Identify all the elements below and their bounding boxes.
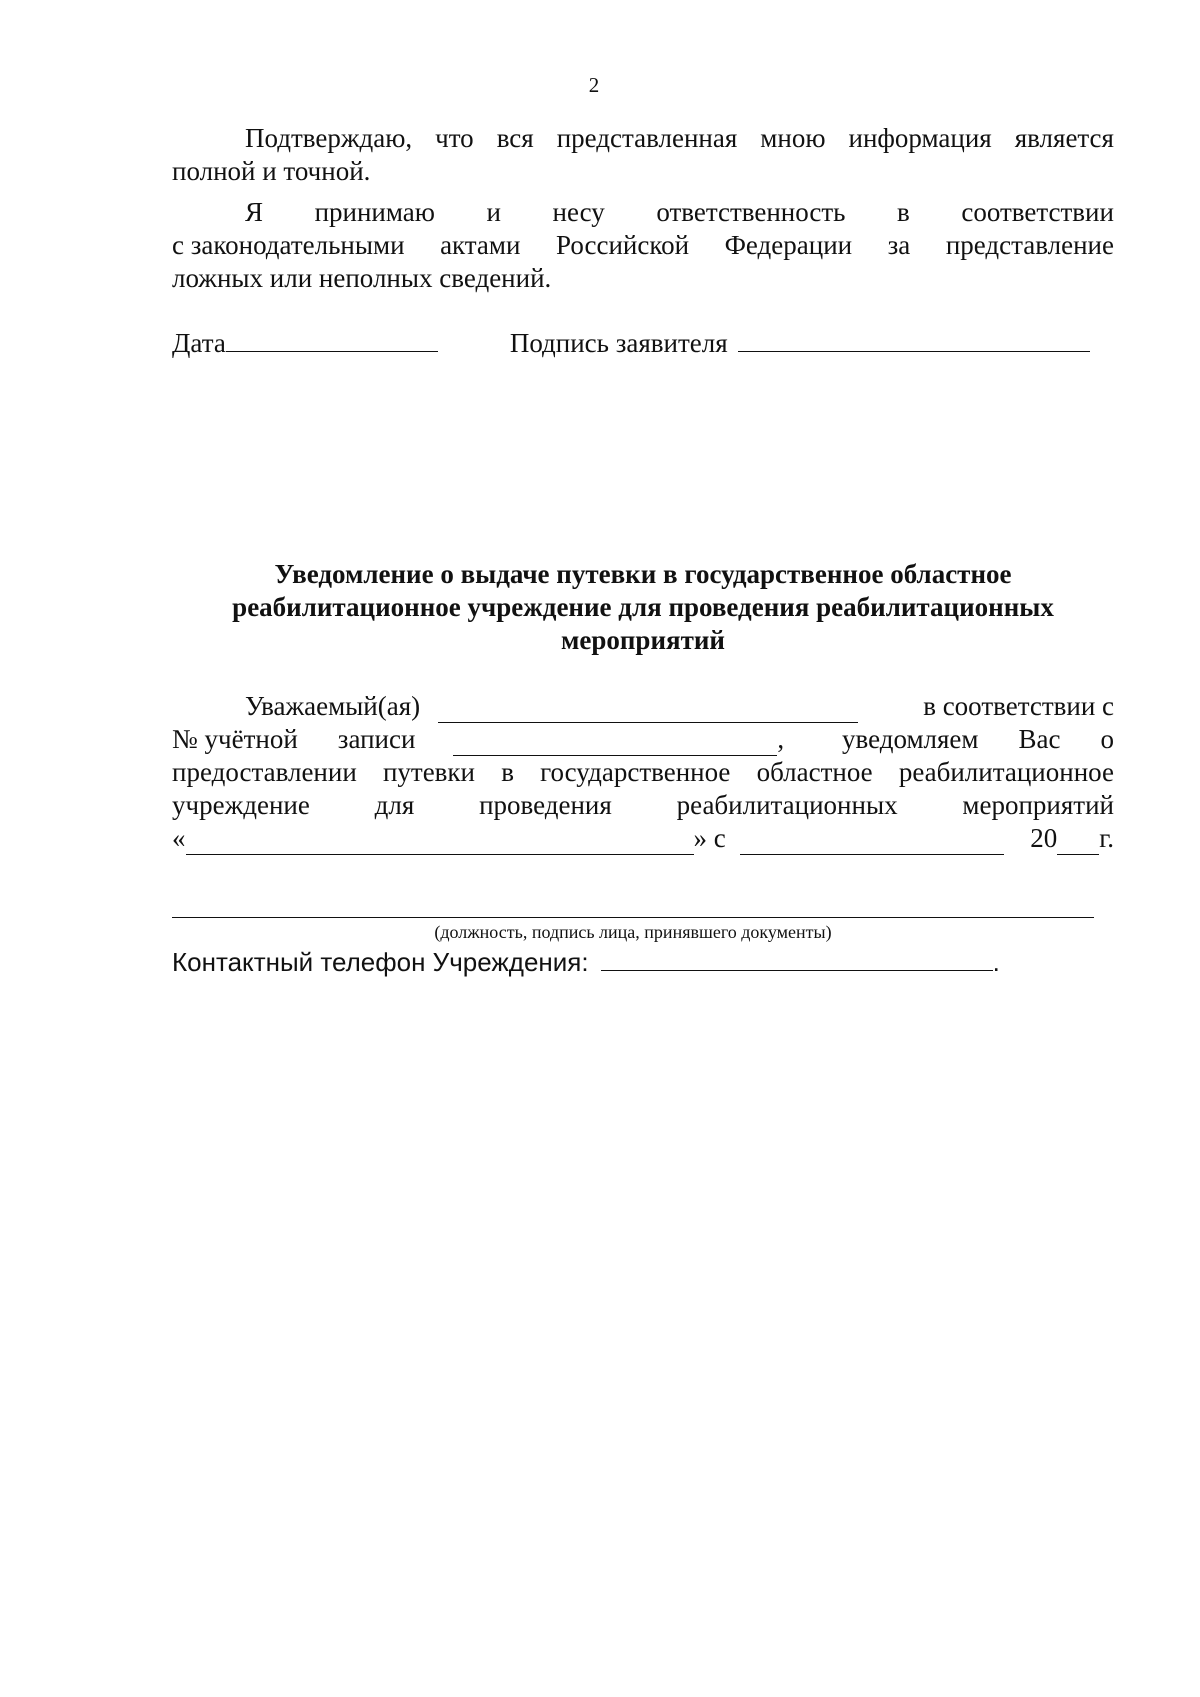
word: мною xyxy=(760,123,826,153)
year-suffix-text: г. xyxy=(1099,823,1114,853)
date-signature-row xyxy=(172,327,1114,360)
word: государственное xyxy=(540,757,731,787)
word: соответствии xyxy=(961,197,1114,227)
close-quote-text: » с xyxy=(693,823,726,853)
contact-phone-field[interactable] xyxy=(601,946,993,971)
word: с законодательными xyxy=(172,230,405,260)
official-signature-caption: (должность, подпись лица, принявшего документы) xyxy=(434,922,832,942)
declaration-section xyxy=(172,122,1114,295)
word: мероприятий xyxy=(962,790,1114,820)
word: вся xyxy=(496,123,534,153)
word: о xyxy=(1100,724,1114,754)
notice-line-1 xyxy=(172,690,1114,723)
word: Российской xyxy=(556,230,690,260)
word: учреждение xyxy=(172,790,310,820)
word: представление xyxy=(945,230,1114,260)
comma-text: , xyxy=(777,724,785,754)
date-field[interactable] xyxy=(226,327,438,352)
notice-line-2 xyxy=(172,723,1114,756)
word: предоставлении xyxy=(172,757,357,787)
word: путевки xyxy=(382,757,476,787)
word: информация xyxy=(848,123,992,153)
word: за xyxy=(887,230,911,260)
recipient-name-field[interactable] xyxy=(438,698,858,723)
page-number: 2 xyxy=(588,73,600,97)
official-signature-line[interactable] xyxy=(172,917,1094,918)
contact-phone-end: . xyxy=(992,947,1000,977)
notice-title-line: Уведомление о выдаче путевки в государственное областное xyxy=(274,559,1012,589)
word: реабилитационное xyxy=(898,757,1114,787)
year-prefix-text: 20 xyxy=(1030,823,1058,853)
open-quote-text: « xyxy=(172,823,186,853)
word: для xyxy=(374,790,415,820)
word: реабилитационных xyxy=(676,790,898,820)
contact-phone-row xyxy=(172,946,1000,978)
word: в xyxy=(897,197,910,227)
word: Вас xyxy=(1018,724,1061,754)
applicant-signature-label: Подпись заявителя xyxy=(509,328,728,358)
notice-body xyxy=(172,690,1114,855)
declaration-line-1 xyxy=(172,122,1114,155)
contact-phone-label: Контактный телефон Учреждения: xyxy=(172,947,589,977)
account-number-field[interactable] xyxy=(453,731,777,756)
word: Подтверждаю, xyxy=(245,123,413,153)
word: Я xyxy=(245,197,264,227)
notice-line-4 xyxy=(172,789,1114,822)
word: уведомляем xyxy=(842,724,979,754)
declaration-line-5: ложных или неполных сведений. xyxy=(172,263,552,293)
account-word-text: записи xyxy=(337,724,416,754)
word: является xyxy=(1014,123,1114,153)
word: актами xyxy=(440,230,521,260)
year-field[interactable] xyxy=(1057,830,1099,855)
declaration-line-4 xyxy=(172,229,1114,262)
notice-line-3 xyxy=(172,756,1114,789)
word: и xyxy=(486,197,501,227)
account-prefix-text: № учётной xyxy=(172,724,298,754)
word: представленная xyxy=(556,123,738,153)
greeting-text: Уважаемый(ая) xyxy=(245,691,421,721)
declaration-line-3 xyxy=(172,196,1114,229)
word: что xyxy=(435,123,474,153)
notice-title-line: реабилитационное учреждение для проведения реабилитационных xyxy=(232,592,1054,622)
notice-line-5 xyxy=(172,822,1114,855)
date-label: Дата xyxy=(172,328,226,358)
word: ответственность xyxy=(656,197,846,227)
start-date-field[interactable] xyxy=(740,830,1004,855)
word: принимаю xyxy=(314,197,435,227)
word: несу xyxy=(552,197,605,227)
institution-name-field[interactable] xyxy=(186,830,694,855)
notice-title xyxy=(172,558,1114,657)
word: в xyxy=(501,757,514,787)
word: проведения xyxy=(479,790,612,820)
applicant-signature-field[interactable] xyxy=(738,327,1090,352)
notice-title-line: мероприятий xyxy=(560,625,725,655)
word: Федерации xyxy=(724,230,853,260)
in-accordance-text: в соответствии с xyxy=(923,691,1114,721)
word: областное xyxy=(756,757,873,787)
declaration-line-2: полной и точной. xyxy=(172,156,371,186)
